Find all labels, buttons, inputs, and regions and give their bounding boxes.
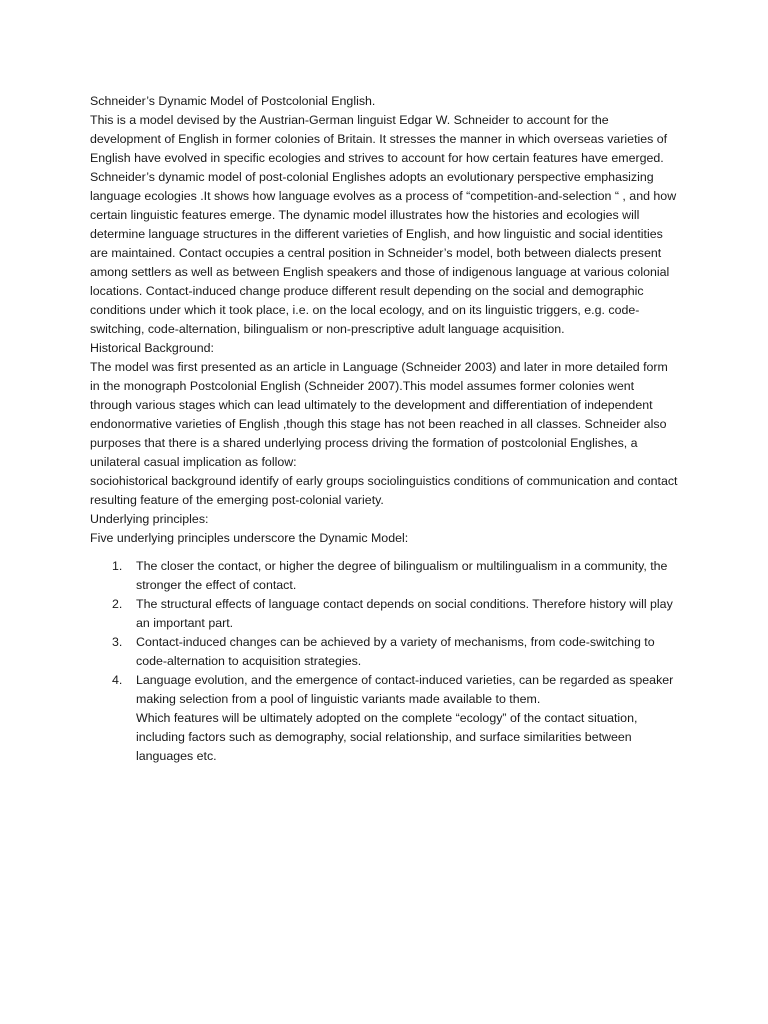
- principle-item: [90, 671, 678, 766]
- historical-background-heading: Historical Background:: [90, 341, 214, 355]
- principle-item: [90, 557, 678, 595]
- principle-number: 3.: [112, 635, 123, 649]
- principle-text: Contact-induced changes can be achieved by a variety of mechanisms, from code-switching to code-alternation to acquisition strategies.: [136, 635, 655, 668]
- principle-text: The closer the contact, or higher the degree of bilingualism or multilingualism in a community, the stronger the effect of contact.: [136, 559, 668, 592]
- principle-number: 1.: [112, 559, 123, 573]
- historical-background-paragraph: The model was first presented as an article in Language (Schneider 2003) and later in more detailed form in the monograph Postcolonial English (Schneider 2007).This model assumes former colonies went through various stages which can lead ultimately to the development and differentiation of independent endonormative varieties of English ,though this stage has not been reached in all classes. Schneider also purposes that there is a shared underlying process driving the formation of postcolonial Englishes, a unilateral casual implication as follow:: [90, 360, 668, 469]
- principle-number: 4.: [112, 673, 123, 687]
- document-page: [90, 92, 678, 766]
- principle-continuation: Which features will be ultimately adopted on the complete “ecology” of the contact situation, including factors such as demography, social relationship, and surface similarities between languages etc.: [136, 711, 638, 763]
- principles-list: [90, 557, 678, 766]
- principle-text: The structural effects of language contact depends on social conditions. Therefore history will play an important part.: [136, 597, 673, 630]
- document-title: Schneider’s Dynamic Model of Postcolonial English.: [90, 94, 376, 108]
- implication-paragraph: sociohistorical background identify of early groups sociolinguistics conditions of communication and contact resulting feature of the emerging post-colonial variety.: [90, 474, 678, 507]
- underlying-principles-heading: Underlying principles:: [90, 512, 209, 526]
- principle-text: Language evolution, and the emergence of contact-induced varieties, can be regarded as speaker making selection from a pool of linguistic variants made available to them.: [136, 673, 674, 706]
- principle-item: [90, 633, 678, 671]
- intro-paragraph: This is a model devised by the Austrian-German linguist Edgar W. Schneider to account for the development of English in former colonies of Britain. It stresses the manner in which overseas varieties of English have evolved in specific ecologies and strives to account for how certain features have emerged. Schneider’s dynamic model of post-colonial Englishes adopts an evolutionary perspective emphasizing language ecologies .It shows how language evolves as a process of “competition-and-selection “ , and how certain linguistic features emerge. The dynamic model illustrates how the histories and ecologies will determine language structures in the different varieties of English, and how linguistic and social identities are maintained. Contact occupies a central position in Schneider’s model, both between dialects present among settlers as well as between English speakers and those of indigenous language at various colonial locations. Contact-induced change produce different result depending on the social and demographic conditions under which it took place, i.e. on the local ecology, and on its linguistic triggers, e.g. code-switching, code-alternation, bilingualism or non-prescriptive adult language acquisition.: [90, 113, 677, 336]
- principle-number: 2.: [112, 597, 123, 611]
- principle-item: [90, 595, 678, 633]
- underlying-principles-intro: Five underlying principles underscore the Dynamic Model:: [90, 531, 409, 545]
